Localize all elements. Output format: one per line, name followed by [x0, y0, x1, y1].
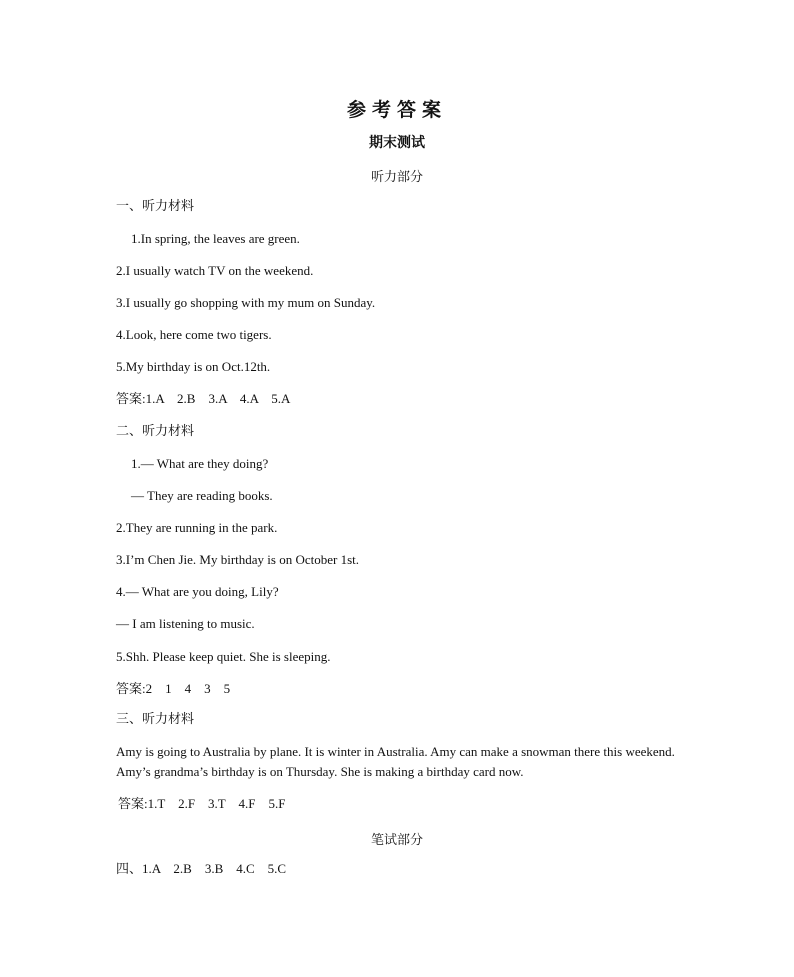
part1-line: 5.My birthday is on Oct.12th.	[116, 359, 271, 374]
page-title: 参考答案	[346, 99, 447, 121]
part2-heading: 二、听力材料	[116, 424, 195, 439]
section-listening-heading: 听力部分	[370, 169, 423, 184]
part3-answer: 答案:1.T 2.F 3.T 4.F 5.F	[118, 796, 286, 811]
section-written-heading: 笔试部分	[370, 832, 423, 847]
part2-line: 2.They are running in the park.	[116, 520, 278, 535]
part4-answers: 四、1.A 2.B 3.B 4.C 5.C	[116, 861, 287, 876]
part3-paragraph: Amy is going to Australia by plane. It is winter in Australia. Amy can make a snowman there this weekend. Amy’s grandma’s birthday is on Thursday. She is making a birthday card now.	[116, 744, 675, 779]
part1-answer: 答案:1.A 2.B 3.A 4.A 5.A	[116, 391, 291, 406]
part2-line: 3.I’m Chen Jie. My birthday is on October 1st.	[116, 552, 359, 567]
part1-line: 1.In spring, the leaves are green.	[131, 231, 300, 246]
part2-line: 1.— What are they doing?	[131, 456, 269, 471]
page-subtitle: 期末测试	[369, 135, 425, 151]
part3-heading: 三、听力材料	[116, 712, 195, 727]
part2-answer: 答案:2 1 4 3 5	[116, 681, 231, 696]
part1-line: 2.I usually watch TV on the weekend.	[116, 263, 314, 278]
part2-line: — I am listening to music.	[116, 616, 255, 631]
part2-line: — They are reading books.	[131, 488, 273, 503]
part1-line: 3.I usually go shopping with my mum on Sunday.	[116, 295, 376, 310]
part1-heading: 一、听力材料	[116, 199, 195, 214]
part1-line: 4.Look, here come two tigers.	[116, 327, 272, 342]
part2-line: 5.Shh. Please keep quiet. She is sleeping.	[116, 649, 331, 664]
part2-line: 4.— What are you doing, Lily?	[116, 584, 279, 599]
